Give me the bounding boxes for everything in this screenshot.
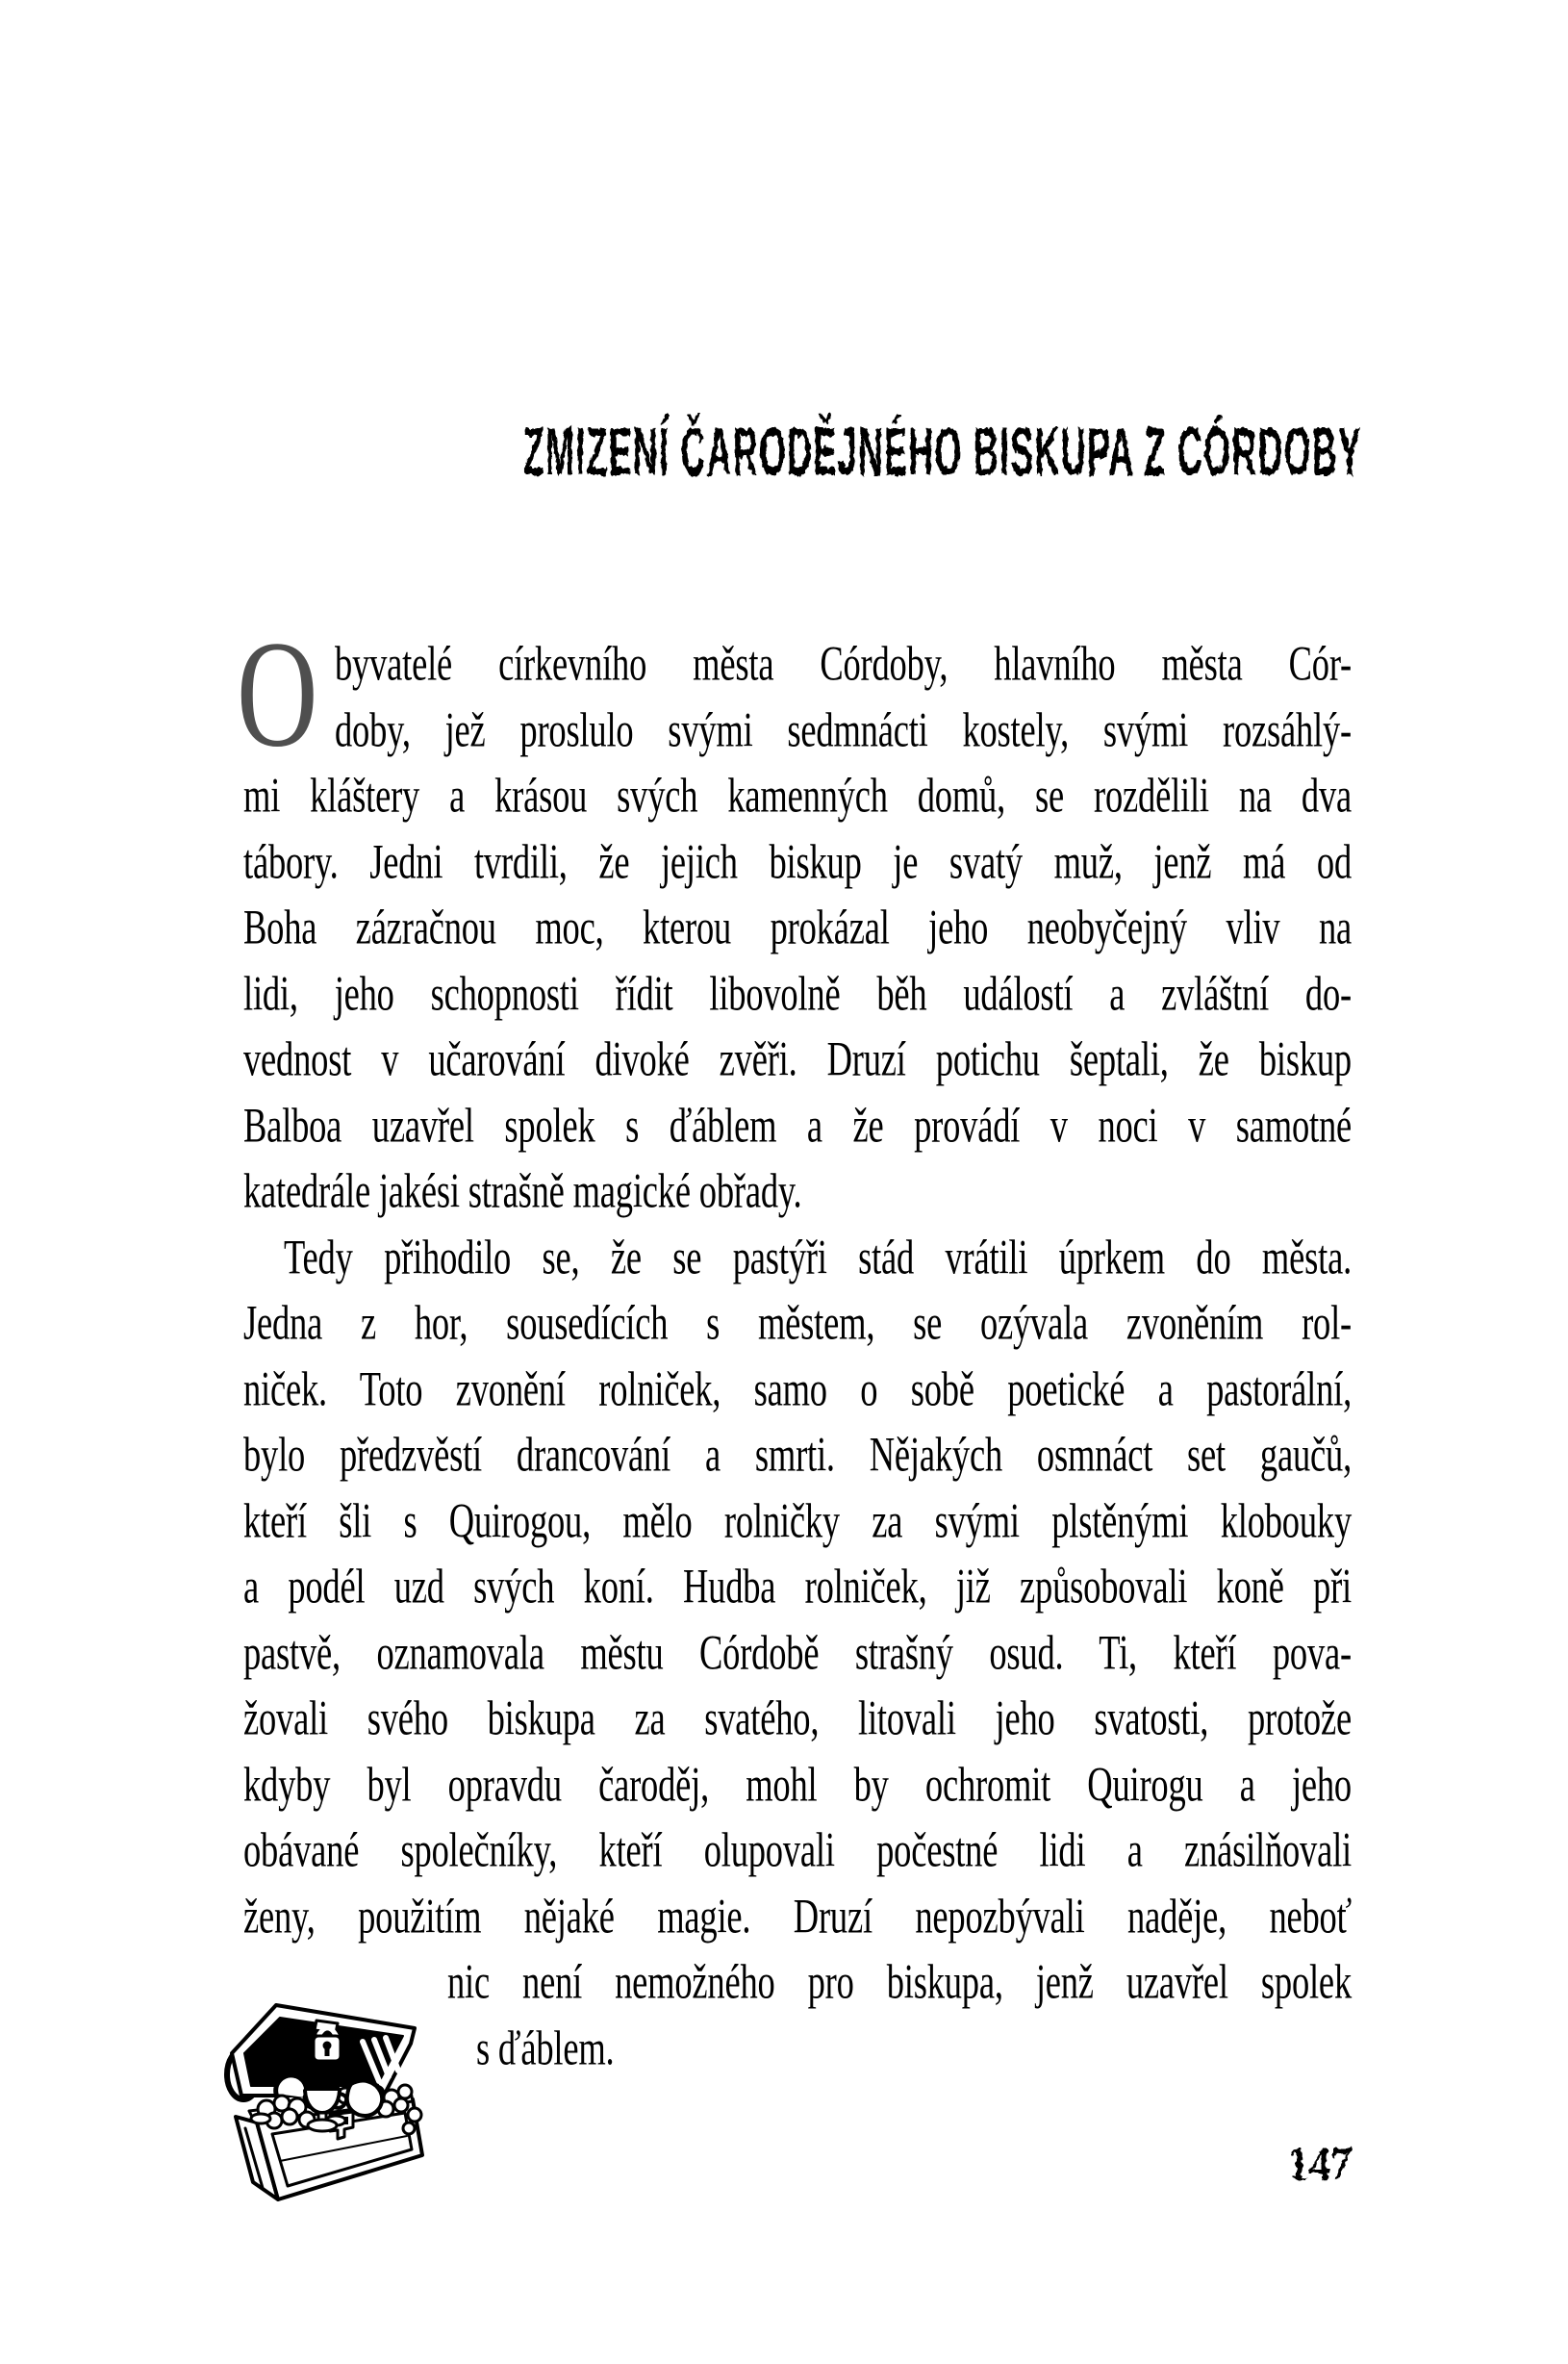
text-line: Jedna z hor, sousedících s městem, se ozývala zvoněním rol- <box>243 1294 1352 1350</box>
text-line: Tedy přihodilo se, že se pastýři stád vrátili úprkem do města. <box>284 1229 1352 1284</box>
page-number: 147 <box>1288 2138 1352 2191</box>
text-line: kdyby byl opravdu čaroděj, mohl by ochromit Quirogu a jeho <box>243 1756 1352 1812</box>
text-line: nic není nemožného pro biskupa, jenž uzavřel spolek <box>447 1953 1352 2009</box>
paragraph <box>243 1225 1352 2082</box>
chapter-title <box>243 413 1363 490</box>
text-line: lidi, jeho schopnosti řídit libovolně běh událostí a zvláštní do- <box>243 965 1352 1021</box>
text-line: mi kláštery a krásou svých kamenných domů, se rozdělili na dva <box>243 767 1352 823</box>
text-line: obávané společníky, kteří olupovali počestné lidi a znásilňovali <box>243 1821 1352 1877</box>
text-line: tábory. Jedni tvrdili, že jejich biskup je svatý muž, jenž má od <box>243 833 1352 889</box>
text-line: kteří šli s Quirogou, mělo rolničky za svými plstěnými klobouky <box>243 1492 1352 1548</box>
text-line: a podél uzd svých koní. Hudba rolniček, již způsobovali koně při <box>243 1558 1352 1614</box>
treasure-chest-illustration <box>222 1992 428 2209</box>
text-line: katedrále jakési strašně magické obřady. <box>243 1162 802 1218</box>
paragraph <box>243 631 1352 1225</box>
text-line: vednost v učarování divoké zvěři. Druzí potichu šeptali, že biskup <box>243 1030 1352 1086</box>
text-line: Balboa uzavřel spolek s ďáblem a že provádí v noci v samotné <box>243 1097 1352 1153</box>
text-line: žovali svého biskupa za svatého, litovali jeho svatosti, protože <box>243 1690 1352 1745</box>
text-line: pastvě, oznamovala městu Córdobě strašný osud. Ti, kteří pova- <box>243 1624 1352 1680</box>
text-line: s ďáblem. <box>476 2020 615 2075</box>
drop-cap-letter: O <box>237 609 318 779</box>
text-line: ženy, použitím nějaké magie. Druzí nepozbývali naděje, neboť <box>243 1888 1352 1944</box>
chapter-title-text: ZMIZENÍ ČARODĚJNÉHO BISKUPA Z CÓRDOBY <box>522 413 1363 490</box>
text-line: Boha zázračnou moc, kterou prokázal jeho neobyčejný vliv na <box>243 899 1352 954</box>
text-line: bylo předzvěstí drancování a smrti. Nějakých osmnáct set gaučů, <box>243 1426 1352 1482</box>
text-line: byvatelé církevního města Córdoby, hlavního města Cór- <box>335 635 1352 691</box>
text-line: doby, jež proslulo svými sedmnácti kostely, svými rozsáhlý- <box>335 701 1352 757</box>
body-text <box>243 631 1352 2081</box>
text-line: niček. Toto zvonění rolniček, samo o sobě poetické a pastorální, <box>243 1360 1352 1416</box>
